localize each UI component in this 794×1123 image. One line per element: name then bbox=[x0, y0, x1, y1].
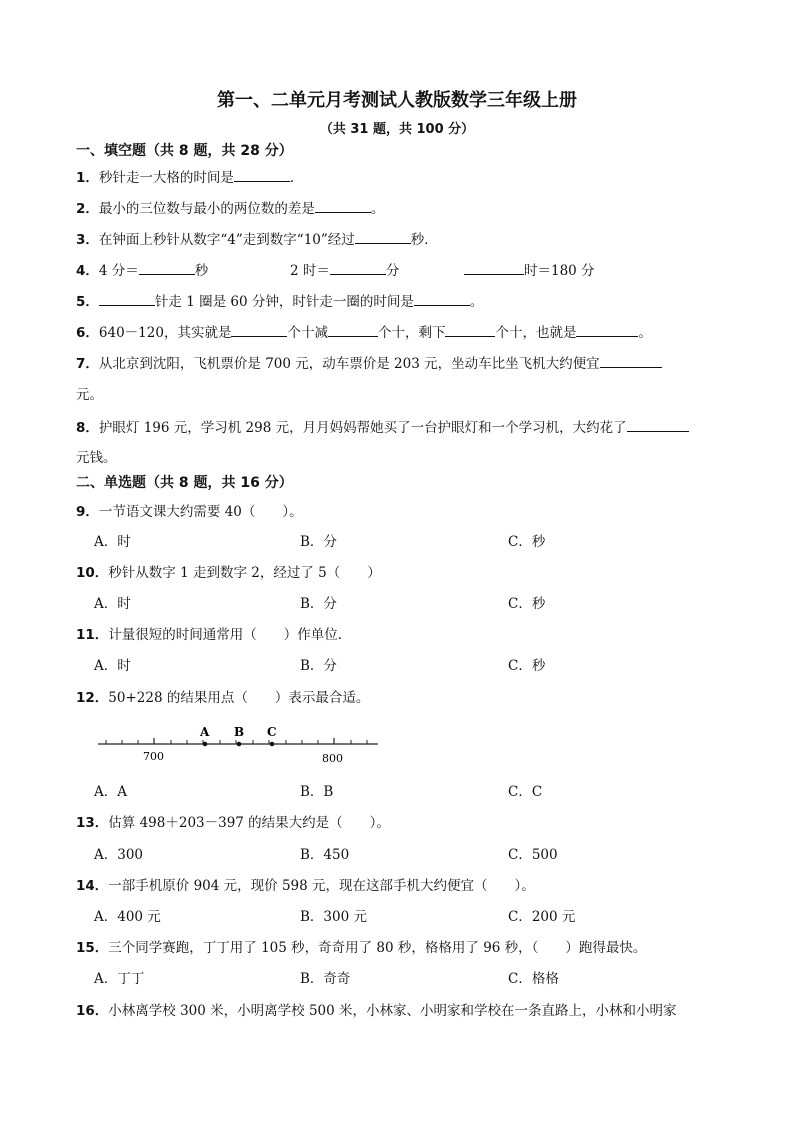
question-text: 计量很短的时间通常用（ ）作单位. bbox=[108, 627, 343, 643]
answer-blank[interactable] bbox=[330, 260, 386, 275]
question-number: 5． bbox=[76, 294, 99, 310]
question-number: 12． bbox=[76, 690, 109, 706]
question-2 bbox=[76, 197, 384, 217]
question-7-continued: 元。 bbox=[76, 387, 103, 403]
question-text: 4 分＝ bbox=[98, 263, 139, 279]
answer-blank[interactable] bbox=[600, 353, 662, 368]
answer-blank[interactable] bbox=[464, 260, 524, 275]
answer-blank[interactable] bbox=[139, 260, 195, 275]
question-8-continued: 元钱。 bbox=[76, 450, 117, 466]
question-4-part-2 bbox=[290, 259, 399, 279]
option-b[interactable]: B．B bbox=[300, 784, 334, 800]
question-text-end: 秒． bbox=[410, 232, 438, 248]
option-c[interactable]: C．秒 bbox=[508, 534, 546, 550]
point-b-label: B bbox=[234, 725, 245, 739]
question-text: 三个同学赛跑，丁丁用了 105 秒，奇奇用了 80 秒，格格用了 96 秒，（ ）跑得最快。 bbox=[108, 940, 647, 956]
point-a bbox=[203, 742, 208, 747]
section-multiple-choice: 二、单选题（共 8 题，共 16 分） bbox=[76, 475, 293, 491]
question-13 bbox=[76, 811, 390, 831]
question-text: 分 bbox=[385, 263, 400, 279]
question-number: 2． bbox=[76, 201, 99, 217]
question-number: 8． bbox=[76, 420, 99, 436]
question-number: 4． bbox=[76, 263, 99, 279]
tick-label-800: 800 bbox=[322, 752, 343, 765]
answer-blank[interactable] bbox=[445, 322, 495, 337]
answer-blank[interactable] bbox=[414, 291, 470, 306]
question-text: 秒 bbox=[194, 263, 209, 279]
question-text-end: 。 bbox=[469, 294, 484, 310]
option-a[interactable]: A．时 bbox=[94, 658, 131, 674]
point-c-label: C bbox=[267, 725, 277, 739]
option-b[interactable]: B．450 bbox=[300, 847, 350, 863]
answer-blank[interactable] bbox=[328, 322, 378, 337]
point-a-label: A bbox=[200, 725, 210, 739]
answer-blank[interactable] bbox=[234, 167, 290, 182]
option-a[interactable]: A．时 bbox=[94, 596, 131, 612]
option-c[interactable]: C．200 元 bbox=[508, 909, 576, 925]
answer-blank[interactable] bbox=[315, 198, 371, 213]
page-subtitle: （共 31 题，共 100 分） bbox=[319, 122, 475, 137]
point-c bbox=[270, 742, 275, 747]
question-6 bbox=[76, 321, 652, 341]
question-text-end: ． bbox=[289, 170, 304, 186]
question-number: 16． bbox=[76, 1003, 109, 1019]
question-text: 50+228 的结果用点（ ）表示最合适。 bbox=[108, 690, 370, 706]
option-a[interactable]: A．300 bbox=[94, 847, 144, 863]
section-fill-in: 一、填空题（共 8 题，共 28 分） bbox=[76, 143, 293, 159]
answer-blank[interactable] bbox=[355, 229, 411, 244]
question-3 bbox=[76, 228, 438, 248]
option-b[interactable]: B．奇奇 bbox=[300, 971, 351, 987]
question-number: 3． bbox=[76, 232, 99, 248]
point-b bbox=[237, 742, 242, 747]
option-b[interactable]: B．分 bbox=[300, 534, 337, 550]
question-12 bbox=[76, 686, 369, 706]
option-b[interactable]: B．分 bbox=[300, 596, 337, 612]
question-text: 从北京到沈阳，飞机票价是 700 元，动车票价是 203 元，坐动车比坐飞机大约便宜 bbox=[98, 356, 600, 372]
option-a[interactable]: A．丁丁 bbox=[94, 971, 145, 987]
tick-label-700: 700 bbox=[143, 750, 164, 763]
question-9 bbox=[76, 500, 303, 520]
question-text: 个十，也就是 bbox=[495, 325, 577, 341]
option-c[interactable]: C．秒 bbox=[508, 658, 546, 674]
page-title: 第一、二单元月考测试人教版数学三年级上册 bbox=[217, 90, 577, 111]
answer-blank[interactable] bbox=[627, 417, 689, 432]
question-15 bbox=[76, 936, 646, 956]
number-line-figure bbox=[96, 722, 386, 770]
question-text: 秒针从数字 1 走到数字 2，经过了 5（ ） bbox=[108, 565, 381, 581]
question-16 bbox=[76, 999, 677, 1019]
question-1 bbox=[76, 166, 303, 186]
question-14 bbox=[76, 874, 535, 894]
question-number: 7． bbox=[76, 356, 99, 372]
question-number: 6． bbox=[76, 325, 99, 341]
option-a[interactable]: A．时 bbox=[94, 534, 131, 550]
question-text: 时＝180 分 bbox=[524, 263, 595, 279]
question-8 bbox=[76, 416, 689, 436]
question-text: 最小的三位数与最小的两位数的差是 bbox=[98, 201, 315, 217]
question-text: 护眼灯 196 元，学习机 298 元，月月妈妈帮她买了一台护眼灯和一个学习机，大约花了 bbox=[98, 420, 627, 436]
question-text: 在钟面上秒针从数字“4”走到数字“10”经过 bbox=[98, 232, 355, 248]
question-10 bbox=[76, 561, 381, 581]
option-c[interactable]: C．C bbox=[508, 784, 543, 800]
question-number: 9． bbox=[76, 504, 99, 520]
option-c[interactable]: C．秒 bbox=[508, 596, 546, 612]
question-number: 15． bbox=[76, 940, 109, 956]
question-text-end: 。 bbox=[370, 201, 385, 217]
question-text: 个十减 bbox=[287, 325, 328, 341]
question-text: 估算 498＋203－397 的结果大约是（ ）。 bbox=[108, 815, 390, 831]
answer-blank[interactable] bbox=[231, 322, 287, 337]
option-a[interactable]: A．A bbox=[94, 784, 127, 800]
question-4 bbox=[76, 259, 208, 279]
question-number: 13． bbox=[76, 815, 109, 831]
question-number: 10． bbox=[76, 565, 109, 581]
option-a[interactable]: A．400 元 bbox=[94, 909, 161, 925]
question-number: 11． bbox=[76, 627, 109, 643]
question-text: 一节语文课大约需要 40（ ）。 bbox=[98, 504, 303, 520]
question-11 bbox=[76, 623, 342, 643]
question-text: 个十，剩下 bbox=[377, 325, 446, 341]
option-c[interactable]: C．格格 bbox=[508, 971, 559, 987]
question-4-part-3 bbox=[464, 259, 595, 279]
question-text: 一部手机原价 904 元，现价 598 元，现在这部手机大约便宜（ ）。 bbox=[108, 878, 535, 894]
question-7 bbox=[76, 352, 662, 372]
question-text: 针走 1 圈是 60 分钟，时针走一圈的时间是 bbox=[154, 294, 414, 310]
option-b[interactable]: B．分 bbox=[300, 658, 337, 674]
question-text: 小林离学校 300 米，小明离学校 500 米，小林家、小明家和学校在一条直路上，小林和小明家 bbox=[108, 1003, 677, 1019]
option-c[interactable]: C．500 bbox=[508, 847, 558, 863]
question-text: 2 时＝ bbox=[290, 263, 330, 279]
option-b[interactable]: B．300 元 bbox=[300, 909, 367, 925]
question-text-end: 。 bbox=[638, 325, 652, 341]
question-5 bbox=[76, 290, 483, 310]
question-text: 秒针走一大格的时间是 bbox=[98, 170, 234, 186]
question-number: 14． bbox=[76, 878, 109, 894]
question-text: 640－120，其实就是 bbox=[98, 325, 232, 341]
question-number: 1． bbox=[76, 170, 99, 186]
answer-blank[interactable] bbox=[99, 291, 155, 306]
answer-blank[interactable] bbox=[576, 322, 638, 337]
